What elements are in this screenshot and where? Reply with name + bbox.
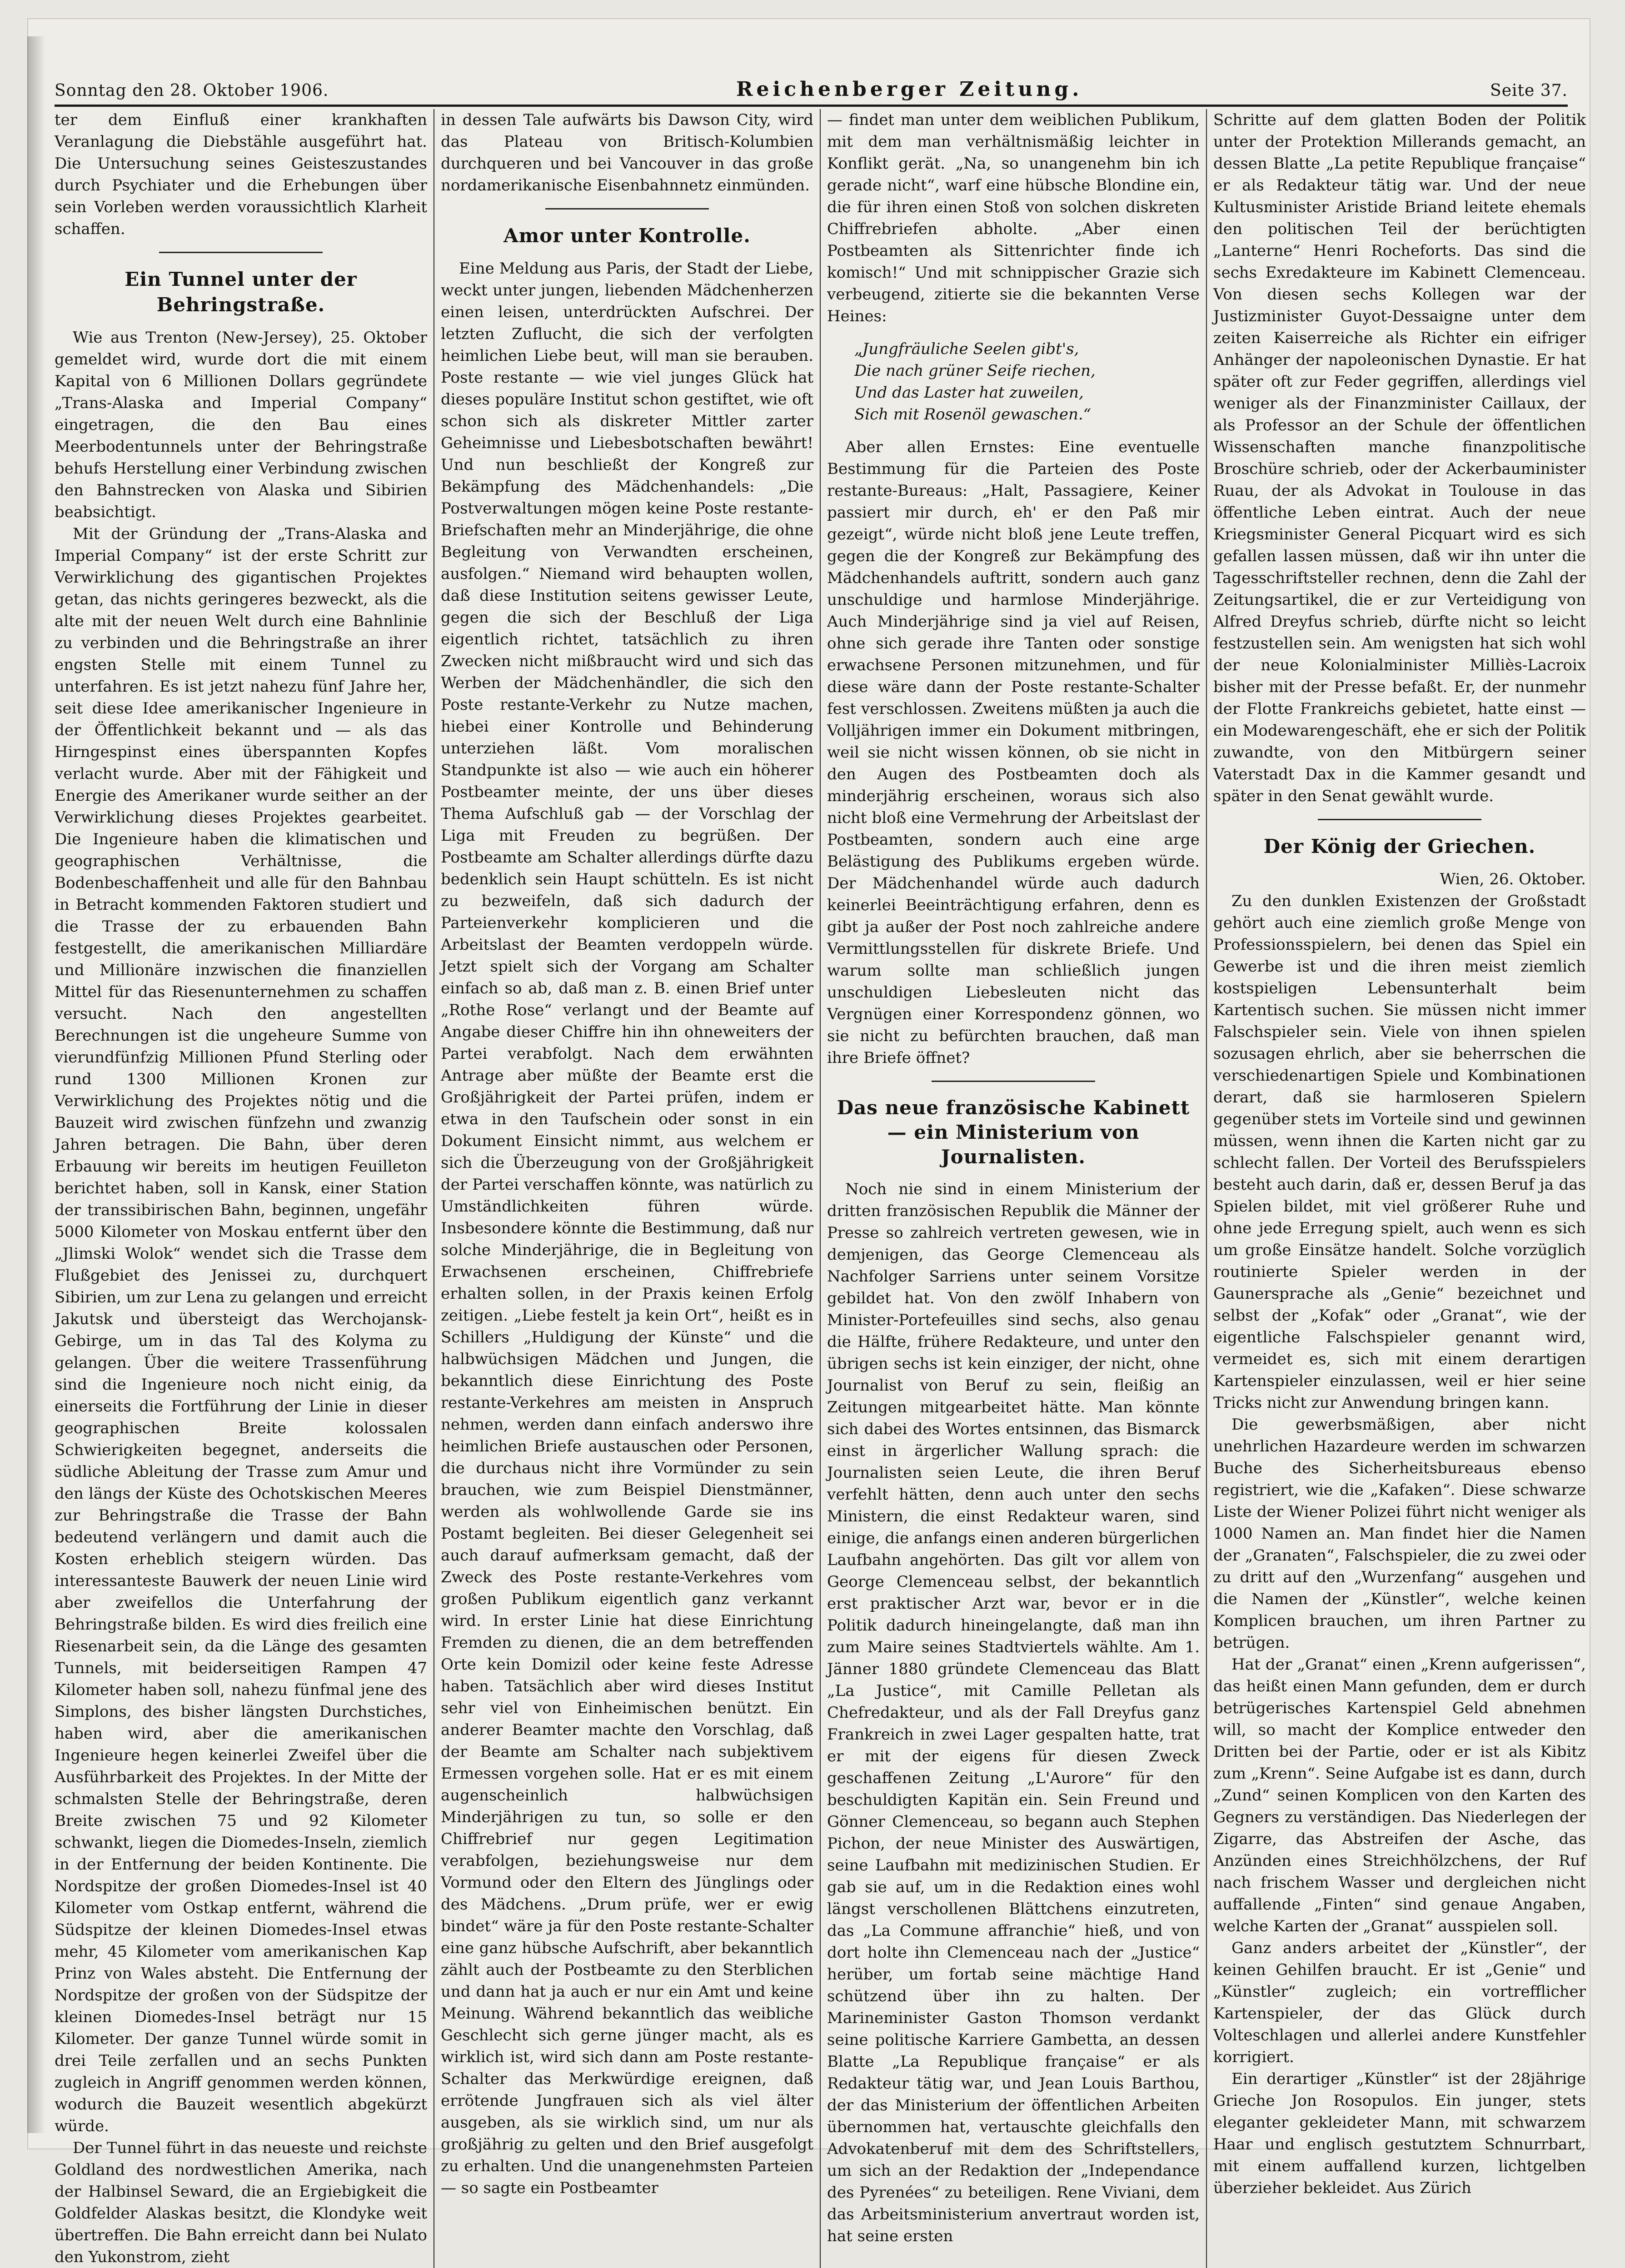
continued-text: Schritte auf dem glatten Boden der Politik unter der Protektion Millerands gemacht, an dessen Blatte „La petite Republique française“ er als Redakteur tätig war. Und der neue Kultusminister Aristide Briand leitete ehemals den politischen Teil der berüchtigten „Lanterne“ Henri Rocheforts. Das sind die sechs Exredakteure im Kabinett Clemenceau. Von diesen sechs Kollegen war der Justizminister Guyot-Dessaigne unter dem zeiten Kaiserreiche als Richter ein eifriger Anhänger der napoleonischen Dynastie. Er hat später oft zur Feder gegriffen, allerdings viel weniger als der Finanzminister Caillaux, der als Professor an der Schule der öffentlichen Wissenschaften manche finanzpolitische Broschüre schrieb, oder der Ackerbauminister Ruau, der als Advokat in Toulouse in das öffentliche Leben eintrat. Auch der neue Kriegsminister General Picquart wird es sich gefallen lassen müssen, daß wir ihn unter die Tagesschriftsteller rechnen, denn die Zahl der Zeitungsartikel, die er zur Verteidigung von Alfred Dreyfus schrieb, dürfte nicht so leicht festzustellen sein. Am wenigsten hat sich wohl der neue Kolonialminister Milliès-Lacroix bisher mit der Presse befaßt. Er, der nunmehr der Flotte Frankreichs gebietet, hatte einst — ein Modewarengeschäft, ehe er sich der Politik zuwandte, von den Mitbürgern seiner Vaterstadt Dax in die Kammer gesandt und später in den Senat gewählt wurde. (1213, 111, 1586, 805)
divider (1318, 819, 1482, 820)
verse-line: Und das Laster hat zuweilen, (854, 384, 1084, 402)
continued-text: ter dem Einfluß einer krankhaften Veranlagung die Diebstähle ausgeführt hat. Die Untersuchung seines Geisteszustandes durch Psychiater und die Erhebungen über sein Vorleben werden voraussichtlich Klarheit schaffen. (55, 111, 427, 238)
paragraph: Ein derartiger „Künstler“ ist der 28jährige Grieche Jon Rosopulos. Ein junger, stets eleganter gekleideter Mann, mit schwarzem Haar und englisch gestutztem Schnurrbart, mit einem auffallend kurzen, lichtgelben überzieher bekleidet. Aus Zürich (1213, 2070, 1586, 2197)
divider (545, 208, 709, 209)
divider (159, 252, 323, 253)
paragraph: Mit der Gründung der „Trans-Alaska and Imperial Company“ ist der erste Schritt zur Verwirklichung des gigantischen Projektes getan, das nichts geringeres bezweckt, als die alte mit der neuen Welt durch eine Bahnlinie zu verbinden und die Behringstraße an ihrer engsten Stelle mit einem Tunnel zu unterfahren. Es ist jetzt nahezu fünf Jahre her, seit diese Idee amerikanischer Ingenieure in der Öffentlichkeit bekannt und — als das Hirngespinst eines überspannten Kopfes verlacht wurde. Aber mit der Fähigkeit und Energie des Amerikaner wurde seither an der Verwirklichung dieses Projektes gearbeitet. Die Ingenieure haben die klimatischen und geographischen Verhältnisse, die Bodenbeschaffenheit und alle für den Bahnbau in Betracht kommenden Faktoren studiert und die Trasse der zu erbauenden Bahn festgestellt, die amerikanischen Milliardäre und Millionäre inzwischen die finanziellen Mittel für das Riesenunternehmen zu schaffen versucht. Nach den angestellten Berechnungen ist die ungeheure Summe von vierundfünfzig Millionen Pfund Sterling oder rund 1300 Millionen Kronen zur Verwirklichung des Projektes nötig und die Bauzeit wird zwischen fünfzehn und zwanzig Jahren betragen. Die Bahn, über deren Erbauung wir bereits im heutigen Feuilleton berichtet haben, soll in Kansk, einer Station der transsibirischen Bahn, beginnen, ungefähr 5000 Kilometer von Moskau entfernt über den „Jlimski Wolok“ wendet sich die Trasse dem Flußgebiet des Jenissei zu, durchquert Sibirien, um zur Lena zu gelangen und erreicht Jakutsk und übersteigt das Werchojansk-Gebirge, um in das Tal des Kolyma zu gelangen. Über die weitere Trassenführung sind die Ingenieure noch nicht einig, da einerseits die Fortführung der Linie in dieser geographischen Breite kolossalen Schwierigkeiten begegnet, anderseits die südliche Ableitung der Trasse zum Amur und den längs der Küste des Ochotskischen Meeres zur Behringstraße die Trasse der Bahn bedeutend verlängern und damit auch die Kosten erheblich steigern würden. Das interessanteste Bauwerk der neuen Linie wird aber zweifellos die Unterfahrung der Behringstraße bilden. Es wird dies freilich eine Riesenarbeit sein, da die Länge des gesamten Tunnels, mit beiderseitigen Rampen 47 Kilometer haben soll, nahezu fünfmal jene des Simplons, des bisher längsten Durchstiches, haben wird, aber die amerikanischen Ingenieure hegen keinerlei Zweifel über die Ausführbarkeit des Projektes. In der Mitte der schmalsten Stelle der Behringstraße, deren Breite zwischen 75 und 92 Kilometer schwankt, liegen die Diomedes-Inseln, ziemlich in der Entfernung der beiden Kontinente. Die Nordspitze der großen Diomedes-Insel ist 40 Kilometer vom Ostkap entfernt, während die Südspitze der kleinen Diomedes-Insel etwas mehr, 45 Kilometer vom amerikanischen Kap Prinz von Wales absteht. Die Entfernung der Nordspitze der großen von der Südspitze der kleinen Diomedes-Insel beträgt nur 15 Kilometer. Der ganze Tunnel würde somit in drei Teile zerfallen und an sechs Punkten zugleich in Angriff genommen werden können, wodurch die Bauzeit wesentlich abgekürzt würde. (55, 525, 427, 2135)
headline-tunnel: Ein Tunnel unter der Behringstraße. (125, 268, 357, 316)
column-1 (55, 109, 427, 2268)
article-columns (55, 109, 1586, 2266)
paragraph: Eine Meldung aus Paris, der Stadt der Liebe, weckt unter jungen, liebenden Mädchenherzen einen leisen, unterdrückten Aufschrei. Der letzten Zuflucht, die sich der verfolgten heimlichen Liebe beut, will man sie berauben. Poste restante — wie viel junges Glück hat dieses populäre Institut schon gestiftet, wie oft schon sich als diskreter Mittler zarter Geheimnisse und Liebesbotschaften bewährt! Und nun beschließt der Kongreß zur Bekämpfung des Mädchenhandels: „Die Postverwaltungen mögen keine Poste restante-Briefschaften mehr an Minderjährige, die ohne Begleitung von Verwandten erscheinen, ausfolgen.“ Niemand wird behaupten wollen, daß diese Institution seitens gewisser Leute, gegen die sich der Beschluß der Liga eigentlich richtet, tatsächlich zu ihren Zwecken nicht mißbraucht wird und sich das Werben der Mädchenhändler, die sich den Poste restante-Verkehr zu Nutze machen, hiebei einer Kontrolle und Behinderung unterziehen läßt. Vom moralischen Standpunkte ist also — wie auch ein höherer Postbeamter meinte, der uns über dieses Thema Aufschluß gab — der Vorschlag der Liga mit Freuden zu begrüßen. Der Postbeamte am Schalter allerdings dürfte dazu bedenklich sein Haupt schütteln. Es ist nicht zu bezweifeln, daß sich dadurch der Parteienverkehr komplicieren und die Arbeitslast der Beamten verdoppeln würde. Jetzt spielt sich der Vorgang am Schalter einfach so ab, daß man z. B. einen Brief unter „Rothe Rose“ verlangt und der Beamte auf Angabe dieser Chiffre hin ihn ohneweiters der Partei verabfolgt. Nach dem erwähnten Antrage aber müßte der Beamte erst die Großjährigkeit der Partei prüfen, indem er etwa in den Taufschein oder sonst in ein Dokument Einsicht nimmt, aus welchem er sich die Überzeugung von der Großjährigkeit der Partei verschaffen könnte, was natürlich zu Umständlichkeiten führen würde. Insbesondere könnte die Bestimmung, daß nur solche Minderjährige, die in Begleitung von Erwachsenen erscheinen, Chiffrebriefe erhalten sollen, in der Praxis keinen Erfolg zeitigen. „Liebe festelt ja kein Ort“, heißt es in Schillers „Huldigung der Künste“ und die halbwüchsigen Mädchen und Jungen, die bekanntlich diese Einrichtung des Poste restante-Verkehres am meisten in Anspruch nehmen, werden dann einfach anderswo ihre heimlichen Briefe austauschen oder Personen, die durchaus nicht ihre Vormünder zu sein brauchen, wie zum Beispiel Dienstmänner, werden als wohlwollende Garde sie ins Postamt begleiten. Bei dieser Gelegenheit sei auch darauf aufmerksam gemacht, daß der Zweck des Poste restante-Verkehres vom großen Publikum eigentlich ganz verkannt wird. In erster Linie hat diese Einrichtung Fremden zu dienen, die an dem betreffenden Orte kein Domizil oder keine feste Adresse haben. Tatsächlich aber wird dieses Institut sehr viel von Einheimischen benützt. Ein anderer Beamter machte den Vorschlag, daß der Beamte am Schalter nach subjektivem Ermessen vorgehen solle. Hat er es mit einem augenscheinlich halbwüchsigen Minderjährigen zu tun, so solle er den Chiffrebrief nur gegen Legitimation verabfolgen, beziehungsweise nur dem Vormund oder den Eltern des Jünglings oder des Mädchens. „Drum prüfe, wer er ewig bindet“ wäre ja für den Poste restante-Schalter eine ganz hübsche Aufschrift, aber bekanntlich zählt auch der Postbeamte zu den Sterblichen und dann hat ja auch er nur ein Amt und keine Meinung. Während bekanntlich das weibliche Geschlecht sich gerne jünger macht, als es wirklich ist, wird sich dann am Poste restante-Schalter das Merkwürdige ereignen, daß errötende Jungfrauen sich als viel älter ausgeben, als sie wirklich sind, um nur als großjährig zu gelten und den Brief ausgefolgt zu erhalten. Und die unangenehmsten Parteien — so sagte ein Postbeamter (441, 259, 813, 2197)
verse-quote (854, 338, 1200, 425)
dateline: Wien, 26. Oktober. (1440, 870, 1586, 888)
masthead: Reichenberger Zeitung. (736, 78, 1083, 101)
column-3 (827, 109, 1200, 2268)
paragraph: Wie aus Trenton (New-Jersey), 25. Oktober gemeldet wird, wurde dort die mit einem Kapital von 6 Millionen Dollars gegründete „Trans-Alaska and Imperial Company“ eingetragen, die den Bau eines Meerbodentunnels unter der Behringstraße behufs Herstellung einer Verbindung zwischen den Bahnstrecken von Alaska und Sibirien beabsichtigt. (55, 329, 427, 521)
continued-text: in dessen Tale aufwärts bis Dawson City, wird das Plateau von Britisch-Kolumbien durchqueren und bei Vancouver in das große nordamerikanische Eisenbahnnetz einmünden. (441, 111, 813, 194)
column-2 (441, 109, 813, 2268)
page-header (55, 68, 1568, 107)
paragraph: Ganz anders arbeitet der „Künstler“, der keinen Gehilfen braucht. Er ist „Genie“ und „Künstler“ zugleich; ein vortrefflicher Kartenspieler, der das Glück durch Volteschlagen und allerlei andere Kunstfehler korrigiert. (1213, 1939, 1586, 2066)
paragraph: Aber allen Ernstes: Eine eventuelle Bestimmung für die Parteien des Poste restante-Bureaus: „Halt, Passagiere, Keiner passiert mir durch, eh' er den Paß mir gezeigt“, würde nicht bloß jene Leute treffen, gegen die der Kongreß zur Bekämpfung des Mädchenhandels auftritt, sondern auch ganz unschuldige und harmlose Minderjährige. Auch Minderjährige sind ja viel auf Reisen, ohne sich gerade ihre Tanten oder sonstige erwachsene Personen mitzunehmen, und für diese wäre dann der Poste restante-Schalter fest verschlossen. Zweitens müßten ja auch die Volljährigen immer ein Dokument mitbringen, weil sie nicht wissen können, ob sie nicht in den Augen des Postbeamten doch als minderjährig erscheinen, woraus sich also nicht bloß eine Vermehrung der Arbeitslast der Postbeamten, sondern auch eine arge Belästigung des Publikums ergeben würde. Der Mädchenhandel würde auch dadurch keinerlei Beeinträchtigung erfahren, denn es gibt ja außer der Post noch zahlreiche andere Vermittlungsstellen für diskrete Briefe. Und warum sollte man schließlich jungen unschuldigen Liebesleuten nicht das Vergnügen einer Korrespondenz gönnen, wo sie nicht zu befürchten brauchen, daß man ihre Briefe öffnet? (827, 438, 1200, 1067)
paragraph: Hat der „Granat“ einen „Krenn aufgerissen“, das heißt einen Mann gefunden, dem er durch betrügerisches Kartenspiel Geld abnehmen will, so macht der Komplice entweder den Dritten bei der Partie, oder er ist als Kibitz zum „Krenn“. Seine Aufgabe ist es dann, durch „Zund“ seinen Komplicen von den Karten des Gegners zu verständigen. Das Niederlegen der Zigarre, das Abstreifen der Asche, das Anzünden eines Streichhölzchens, der Ruf nach frischem Wasser und dergleichen nicht auffallende „Finten“ sind genaue Angaben, welche Karten der „Granat“ ausspielen soll. (1213, 1655, 1586, 1935)
headline-amor: Amor unter Kontrolle. (503, 224, 751, 247)
headline-koenig: Der König der Griechen. (1263, 835, 1536, 857)
scan-shadow-left (27, 36, 45, 2133)
verse-line: Die nach grüner Seife riechen, (854, 362, 1096, 380)
paragraph: Zu den dunklen Existenzen der Großstadt gehört auch eine ziemlich große Menge von Professionsspielern, bei denen das Spiel ein Gewerbe ist und die ihren meist ziemlich kostspieligen Lebensunterhalt beim Kartentisch suchen. Sie müssen nicht immer Falschspieler sein. Viele von ihnen spielen sozusagen ehrlich, aber sie beherrschen die verschiedenartigen Spiele und Kombinationen derart, daß sie harmloseren Spielern gegenüber stets im Vorteile sind und gewinnen müssen, wenn ihnen die Karten nicht gar zu schlecht fallen. Der Vorteil des Berufsspielers besteht auch darin, daß er, dessen Beruf ja das Spielen bildet, mit viel größerer Ruhe und ohne jede Erregung spielt, auch wenn es sich um große Einsätze handelt. Solche vorzüglich routinierte Spieler werden in der Gaunersprache als „Genie“ bezeichnet und selbst der „Kofak“ oder „Granat“, wie der eigentliche Falschspieler genannt wird, vermeidet es, sich mit einem derartigen Kartenspieler einzulassen, weil er hier seine Tricks nicht zur Anwendung bringen kann. (1213, 892, 1586, 1412)
divider (932, 1081, 1096, 1082)
paragraph: Der Tunnel führt in das neueste und reichste Goldland des nordwestlichen Amerika, nach der Halbinsel Seward, die an Ergiebigkeit die Goldfelder Alaskas besitzt, die Klondyke weit übertreffen. Die Bahn erreicht dann bei Nulato den Yukonstrom, zieht (55, 2139, 427, 2266)
issue-date: Sonntag den 28. Oktober 1906. (55, 81, 329, 100)
verse-line: „Jungfräuliche Seelen gibt's, (854, 340, 1079, 358)
column-4 (1213, 109, 1586, 2268)
paragraph: Noch nie sind in einem Ministerium der dritten französischen Republik die Männer der Presse so zahlreich vertreten gewesen, wie in demjenigen, das George Clemenceau als Nachfolger Sarriens unter seinem Vorsitze gebildet hat. Von den zwölf Inhabern von Minister-Portefeuilles sind sechs, also genau die Hälfte, frühere Redakteure, und unter den übrigen sechs ist kein einziger, der nicht, ohne Journalist von Beruf zu sein, fleißig an Zeitungen mitgearbeitet hätte. Man könnte sich dabei des Wortes entsinnen, das Bismarck einst in ärgerlicher Wallung sprach: die Journalisten seien Leute, die ihren Beruf verfehlt hätten, denn auch unter den sechs Ministern, die einst Redakteur waren, sind einige, die anfangs einen anderen bürgerlichen Laufbahn angehörten. Das gilt vor allem von George Clemenceau selbst, der bekanntlich erst praktischer Arzt war, bevor er in die Politik dadurch hineingelangte, daß man ihn zum Maire seines Stadtviertels wählte. Am 1. Jänner 1880 gründete Clemenceau das Blatt „La Justice“, mit Camille Pelletan als Chefredakteur, und als der Fall Dreyfus ganz Frankreich in zwei Lager gespalten hatte, trat er mit der eigens für diesen Zweck geschaffenen Zeitung „L'Aurore“ für den beschuldigten Kapitän ein. Sein Freund und Gönner Clemenceau, so begann auch Stephen Pichon, der neue Minister des Auswärtigen, seine Laufbahn mit medizinischen Studien. Er gab sie auf, um in die Redaktion eines wohl längst verschollenen Blättchens einzutreten, das „La Commune affranchie“ hieß, und von dort holte ihn Clemenceau nach der „Justice“ herüber, um fortab seine mächtige Hand schützend über ihn zu halten. Der Marineminister Gaston Thomson verdankt seine politische Karriere Gambetta, an dessen Blatte „La Republique française“ er als Redakteur tätig war, und Jean Louis Barthou, der das Ministerium der öffentlichen Arbeiten übernommen hat, vertauschte gleichfalls den Advokatenberuf mit dem des Schriftstellers, um sich an der Redaktion der „Independance des Pyrenées“ zu beteiligen. Rene Viviani, dem das Arbeitsministerium anvertraut worden ist, hat seine ersten (827, 1180, 1200, 2245)
verse-line: Sich mit Rosenöl gewaschen.“ (854, 405, 1092, 424)
continued-text: — findet man unter dem weiblichen Publikum, mit dem man verhältnismäßig leichter in Konflikt gerät. „Na, so unangenehm bin ich gerade nicht“, warf eine hübsche Blondine ein, die für ihren einen Stoß von solchen diskreten Chiffrebriefen abholte. „Aber einen Postbeamten als Sittenrichter finde ich komisch!“ Und mit schnippischer Grazie sich verbeugend, zitierte sie die bekannten Verse Heines: (827, 111, 1200, 325)
paragraph: Die gewerbsmäßigen, aber nicht unehrlichen Hazardeure werden im schwarzen Buche des Sicherheitsbureaus ebenso registriert, wie die „Kafaken“. Diese schwarze Liste der Wiener Polizei führt nicht weniger als 1000 Namen an. Man findet hier die Namen der „Granaten“, Falschspieler, die zu zwei oder zu dritt auf den „Wurzenfang“ ausgehen und die Namen der „Künstler“, welche keinen Komplicen brauchen, um ihren Partner zu betrügen. (1213, 1416, 1586, 1652)
page-number: Seite 37. (1490, 81, 1568, 100)
headline-kabinett: Das neue französische Kabinett — ein Ministerium von Journalisten. (837, 1097, 1190, 1168)
